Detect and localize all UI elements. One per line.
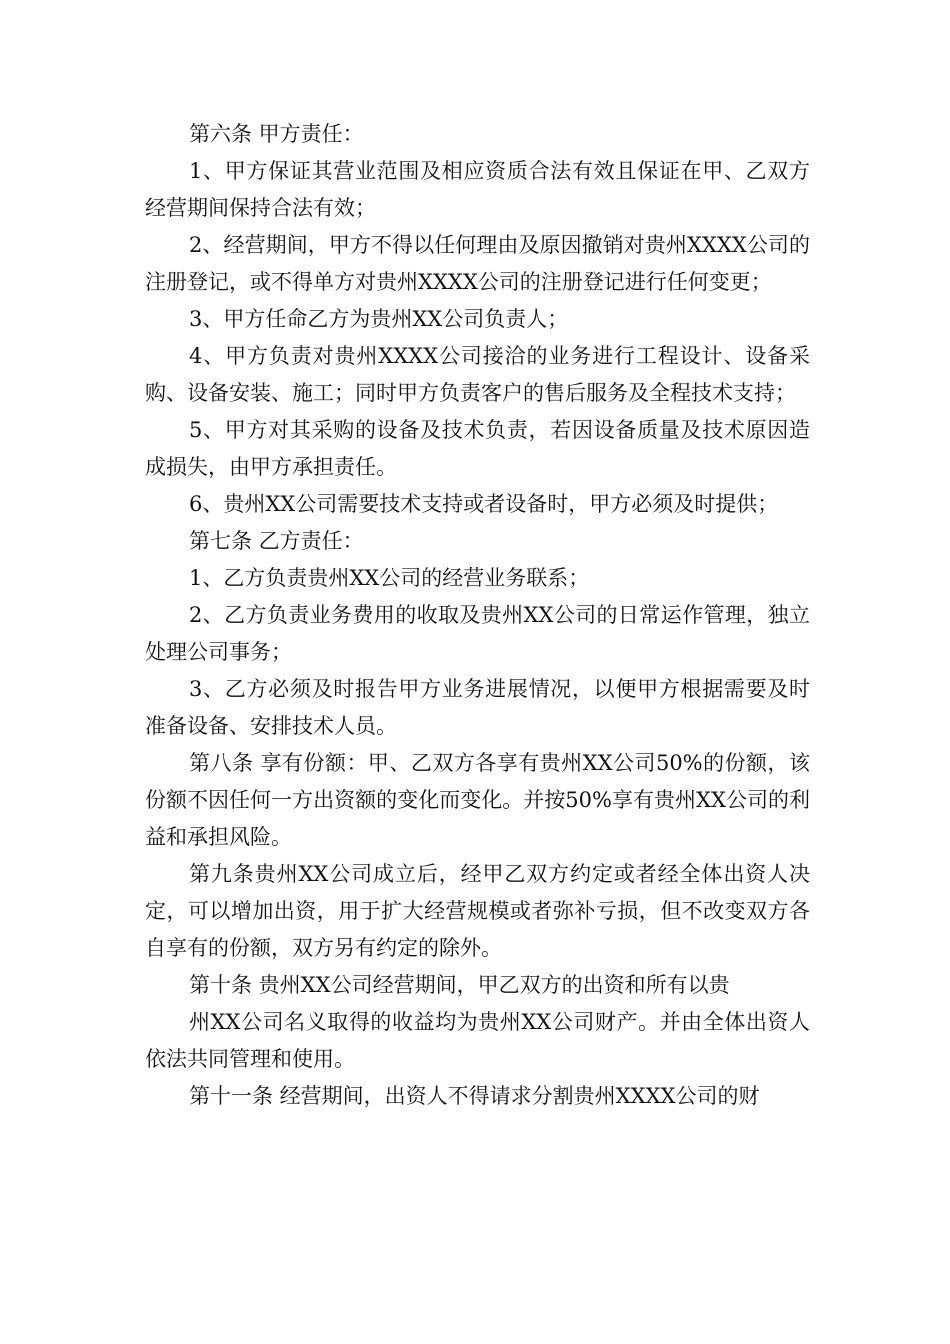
clause-6-item-6: 6、贵州XX公司需要技术支持或者设备时，甲方必须及时提供；	[189, 492, 779, 516]
clause-6-item-1: 1、甲方保证其营业范围及相应资质合法有效且保证在甲、乙双方经营期间保持合法有效；	[145, 159, 810, 220]
document-body	[145, 116, 810, 1115]
clause-7-heading: 第七条 乙方责任：	[189, 529, 364, 553]
clause-6-item-2: 2、经营期间，甲方不得以任何理由及原因撤销对贵州XXXX公司的注册登记，或不得单方对贵州XXXX公司的注册登记进行任何变更；	[145, 233, 810, 294]
clause-10-line-1: 第十条 贵州XX公司经营期间，甲乙双方的出资和所有以贵	[189, 973, 730, 997]
clause-6-item-4: 4、甲方负责对贵州XXXX公司接洽的业务进行工程设计、设备采购、设备安装、施工；同时甲方负责客户的售后服务及全程技术支持；	[145, 344, 810, 405]
clause-10-line-2: 州XX公司名义取得的收益均为贵州XX公司财产。并由全体出资人依法共同管理和使用。	[145, 1010, 810, 1071]
clause-11: 第十一条 经营期间，出资人不得请求分割贵州XXXX公司的财	[189, 1084, 760, 1108]
clause-6-heading: 第六条 甲方责任：	[189, 122, 364, 146]
clause-8: 第八条 享有份额：甲、乙双方各享有贵州XX公司50%的份额，该份额不因任何一方出资额的变化而变化。并按50%享有贵州XX公司的利益和承担风险。	[145, 751, 810, 849]
clause-6-item-5: 5、甲方对其采购的设备及技术负责，若因设备质量及技术原因造成损失，由甲方承担责任。	[145, 418, 810, 479]
clause-7-item-3: 3、乙方必须及时报告甲方业务进展情况，以便甲方根据需要及时准备设备、安排技术人员。	[145, 677, 810, 738]
clause-9: 第九条贵州XX公司成立后，经甲乙双方约定或者经全体出资人决定，可以增加出资，用于扩大经营规模或者弥补亏损，但不改变双方各自享有的份额，双方另有约定的除外。	[145, 862, 810, 960]
clause-6-item-3: 3、甲方任命乙方为贵州XX公司负责人；	[189, 307, 569, 331]
clause-7-item-2: 2、乙方负责业务费用的收取及贵州XX公司的日常运作管理，独立处理公司事务；	[145, 603, 810, 664]
clause-7-item-1: 1、乙方负责贵州XX公司的经营业务联系；	[189, 566, 590, 590]
